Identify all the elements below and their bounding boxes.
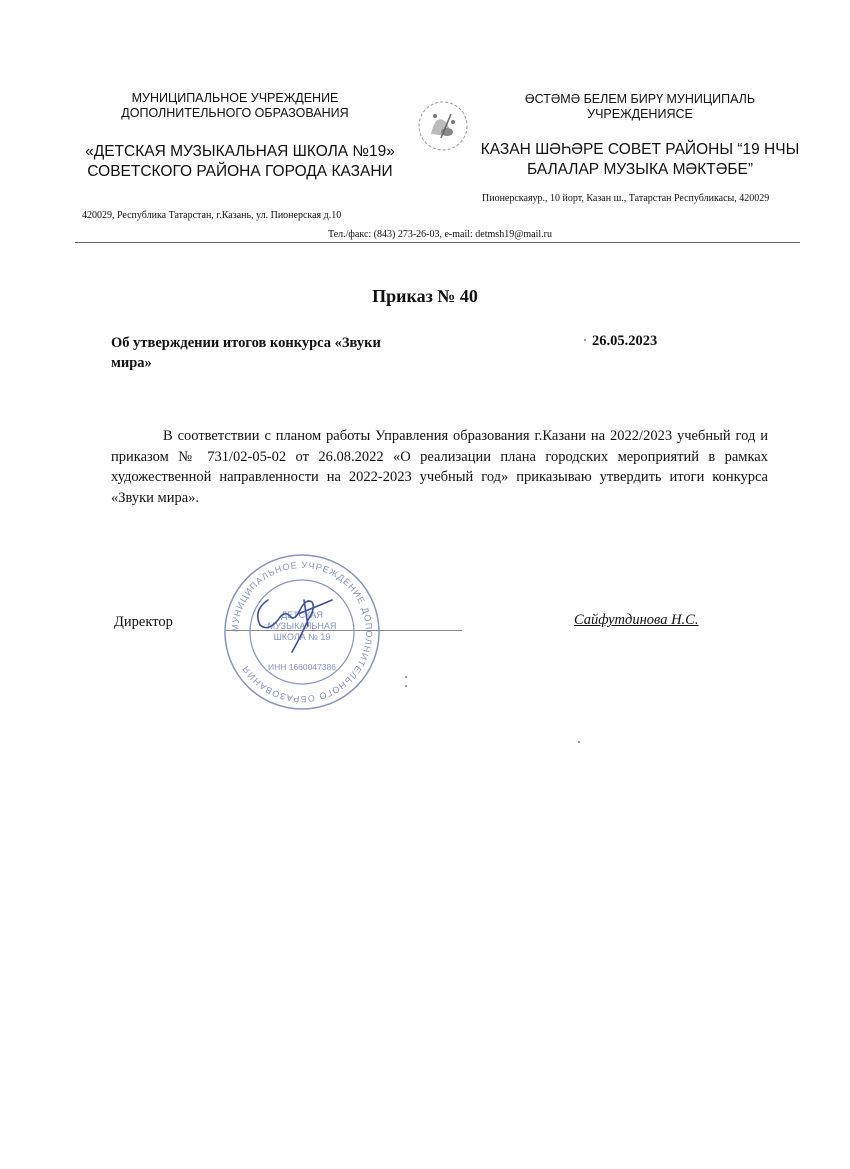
right-organization-type: ӨСТӘМӘ БЕЛЕМ БИРҮ МУНИЦИПАЛЬ УЧРЕЖДЕНИЯСЕ <box>524 92 756 121</box>
stamp-inn: ИНН 1660047386 <box>267 662 337 672</box>
contact-info: Тел./факс: (843) 273-26-03, e-mail: detmsh19@mail.ru <box>327 229 553 240</box>
order-title: Приказ № 40 <box>372 286 478 306</box>
left-address: 420029, Республика Татарстан, г.Казань, ул. Пионерская д.10 <box>82 210 342 221</box>
order-date: 26.05.2023 <box>592 333 658 349</box>
scan-speck <box>405 676 407 678</box>
handwritten-signature <box>248 580 338 655</box>
stamp-outer-text: МУНИЦИПАЛЬНОЕ УЧРЕЖДЕНИЕ ДОПОЛНИТЕЛЬНОГО ОБРАЗОВАНИЯ <box>229 559 375 705</box>
school-logo-icon <box>413 96 473 156</box>
header-divider <box>75 242 800 243</box>
left-school-name: «ДЕТСКАЯ МУЗЫКАЛЬНАЯ ШКОЛА №19» СОВЕТСКОГО РАЙОНА ГОРОДА КАЗАНИ <box>85 143 395 180</box>
scan-speck <box>405 685 407 687</box>
stamp-center-text: ДЕТСКАЯ МУЗЫКАЛЬНАЯ ШКОЛА № 19 <box>267 610 337 642</box>
signatory-role: Директор <box>114 614 173 630</box>
right-school-name: КАЗАН ШӘҺӘРЕ СОВЕТ РАЙОНЫ “19 НЧЫ БАЛАЛАР МУЗЫКА МӘКТӘБЕ” <box>480 141 800 178</box>
scan-speck <box>584 339 586 341</box>
signatory-name: Сайфутдинова Н.С. <box>574 612 699 628</box>
order-subject: Об утверждении итогов конкурса «Звуки мира» <box>111 335 381 371</box>
order-body: В соответствии с планом работы Управления образования г.Казани на 2022/2023 учебный год и приказом № 731/02-05-02 от 26.08.2022 «О реализации плана городских мероприятий в рамках художественной направленности на 2022-2023 учебный год» приказываю утвердить итоги конкурса «Звуки мира». <box>111 428 768 506</box>
scan-speck <box>578 741 580 743</box>
right-address: Пионерскаяур., 10 йорт, Казан ш., Татарстан Республикасы, 420029 <box>482 193 770 204</box>
left-organization-type: МУНИЦИПАЛЬНОЕ УЧРЕЖДЕНИЕ ДОПОЛНИТЕЛЬНОГО ОБРАЗОВАНИЯ <box>121 91 349 120</box>
